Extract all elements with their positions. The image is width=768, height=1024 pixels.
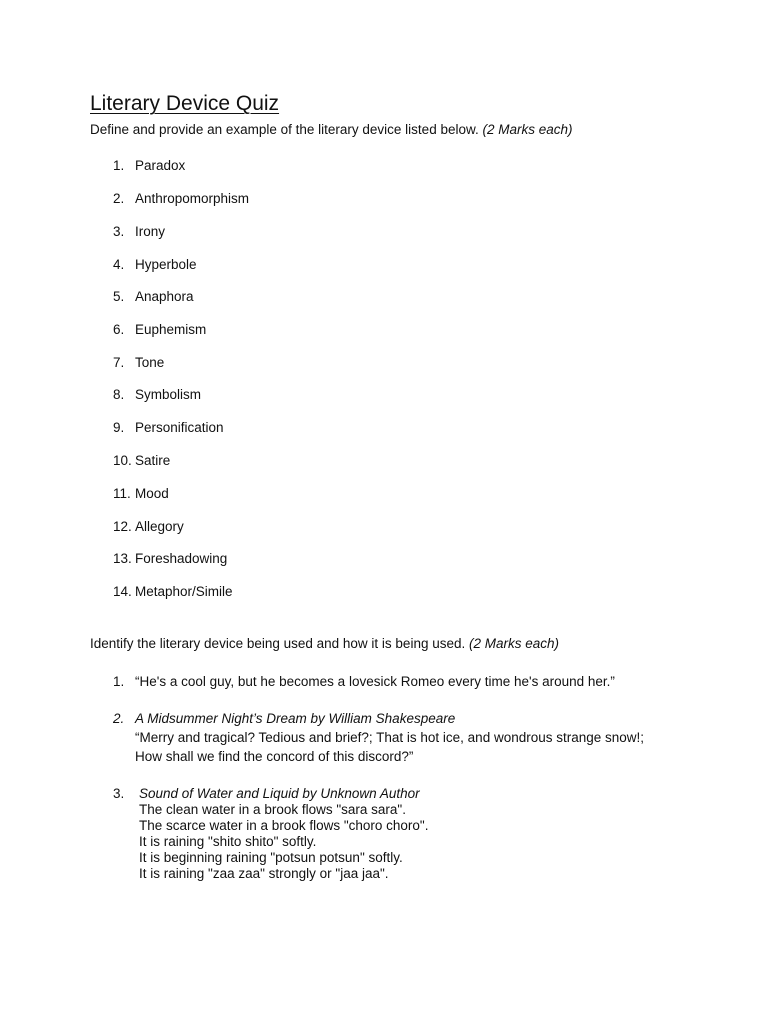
list-item-number: 4.	[113, 257, 125, 272]
list-item-label: Tone	[135, 355, 165, 370]
list-item-label: Personification	[135, 420, 224, 435]
list-item-number: 12.	[113, 519, 132, 534]
list-item-label: Symbolism	[135, 387, 202, 402]
list-item-number: 3.	[113, 224, 125, 239]
question-source: A Midsummer Night’s Dream by William Shakespeare	[135, 711, 456, 726]
list-item-number: 8.	[113, 387, 125, 402]
section2-marks: (2 Marks each)	[469, 636, 560, 651]
list-item-number: 13.	[113, 551, 132, 566]
question-quote-line: The clean water in a brook flows "sara sara".	[139, 802, 406, 817]
question-quote-line: How shall we find the concord of this discord?”	[135, 749, 414, 764]
list-item-label: Foreshadowing	[135, 551, 228, 566]
list-item-label: Metaphor/Simile	[135, 584, 233, 599]
list-item-label: Mood	[135, 486, 169, 501]
list-item-number: 5.	[113, 289, 125, 304]
page-title: Literary Device Quiz	[90, 92, 280, 115]
list-item-number: 1.	[113, 158, 125, 173]
question-quote-line: The scarce water in a brook flows "choro choro".	[139, 818, 429, 833]
list-item-number: 2.	[113, 191, 125, 206]
section1-instruction	[90, 122, 573, 137]
question-number: 2.	[113, 711, 125, 726]
list-item-number: 6.	[113, 322, 125, 337]
list-item-label: Paradox	[135, 158, 186, 173]
question-number: 1.	[113, 674, 125, 689]
list-item-label: Allegory	[135, 519, 184, 534]
question-quote-line: It is beginning raining "potsun potsun" softly.	[139, 850, 403, 865]
list-item-label: Satire	[135, 453, 171, 468]
section1-instruction-text: Define and provide an example of the literary device listed below.	[90, 122, 479, 137]
question-quote-line: “Merry and tragical? Tedious and brief?; That is hot ice, and wondrous strange snow!;	[135, 730, 645, 745]
list-item-number: 11.	[113, 486, 131, 501]
list-item-label: Hyperbole	[135, 257, 197, 272]
question-source: Sound of Water and Liquid by Unknown Author	[139, 786, 420, 801]
section1-marks: (2 Marks each)	[482, 122, 573, 137]
list-item-number: 7.	[113, 355, 125, 370]
question-quote-line: It is raining "shito shito" softly.	[139, 834, 317, 849]
section2-instruction-text: Identify the literary device being used and how it is being used.	[90, 636, 466, 651]
list-item-number: 9.	[113, 420, 125, 435]
question-text: “He's a cool guy, but he becomes a lovesick Romeo every time he's around her.”	[135, 674, 615, 689]
section2-instruction	[90, 636, 559, 651]
list-item-label: Anthropomorphism	[135, 191, 250, 206]
list-item-number: 10.	[113, 453, 132, 468]
list-item-number: 14.	[113, 584, 132, 599]
question-number: 3.	[113, 786, 125, 801]
question-quote-line: It is raining "zaa zaa" strongly or "jaa jaa".	[139, 866, 389, 881]
list-item-label: Irony	[135, 224, 166, 239]
list-item-label: Anaphora	[135, 289, 194, 304]
list-item-label: Euphemism	[135, 322, 207, 337]
